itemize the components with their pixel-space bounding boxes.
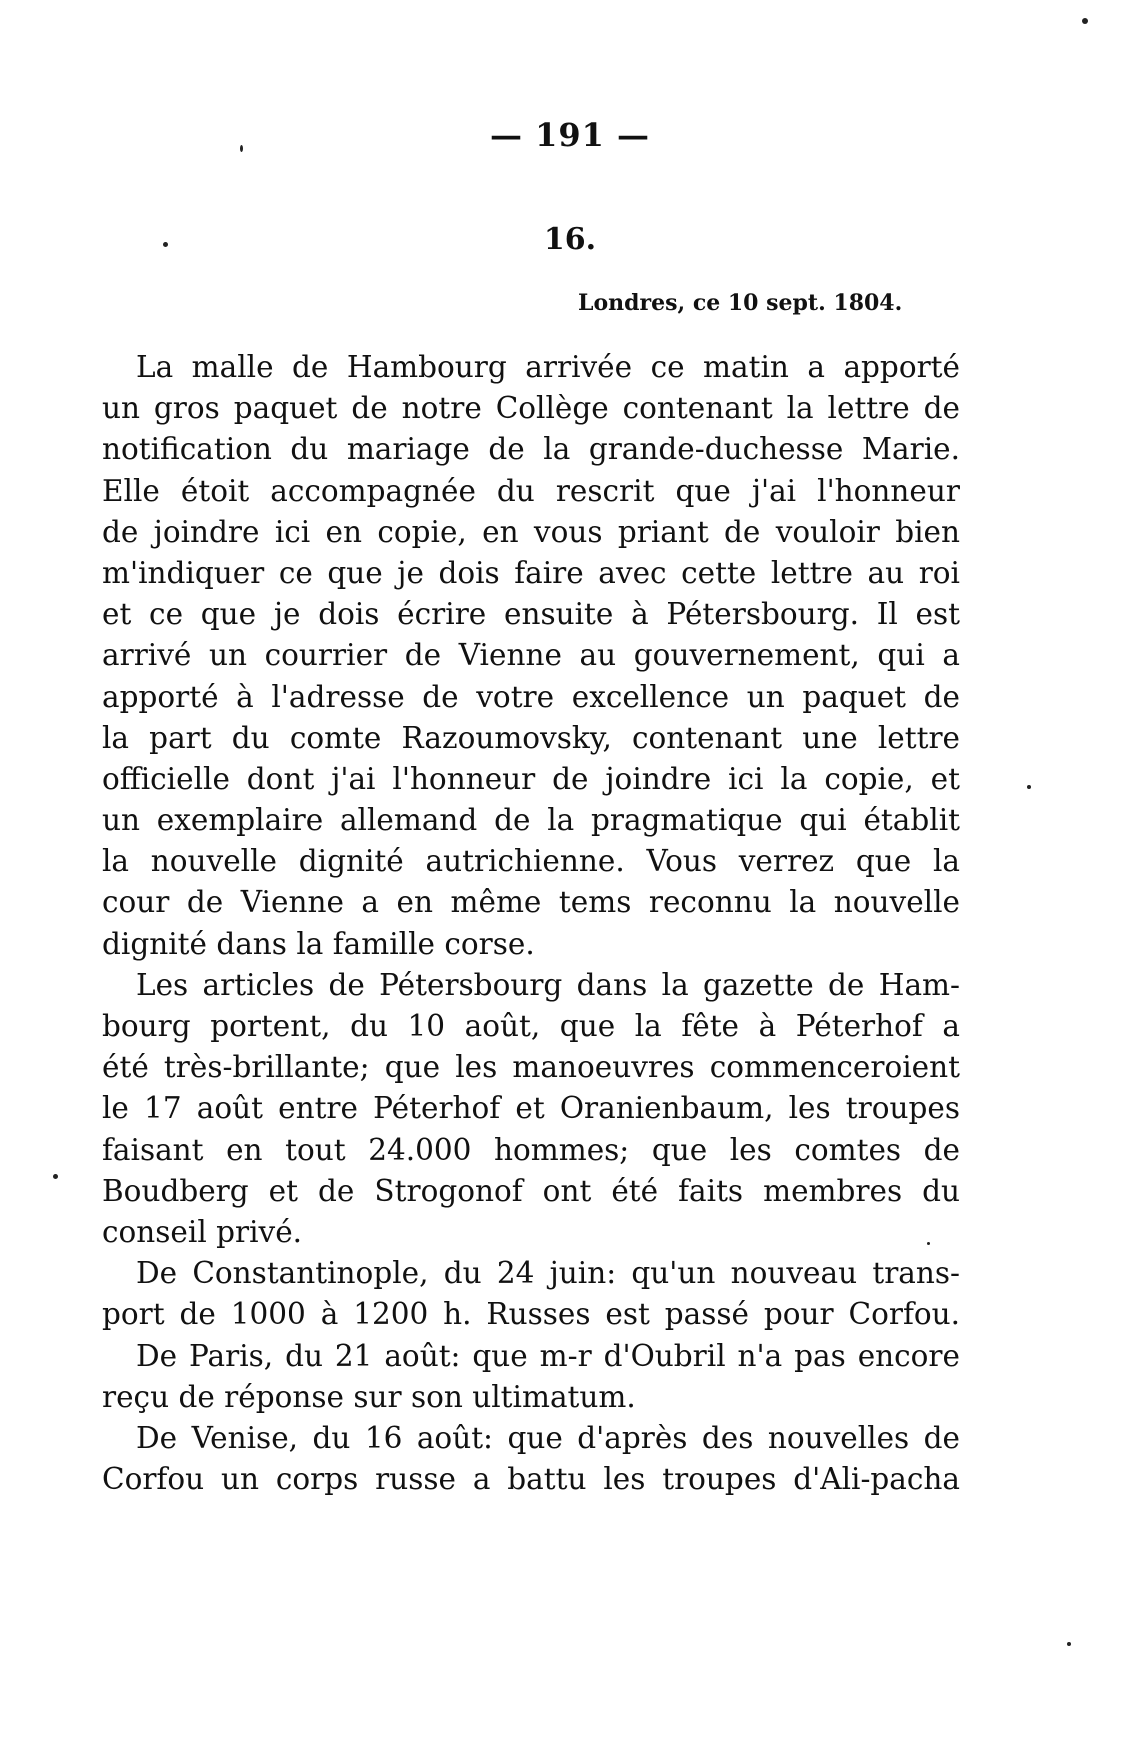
text-line: la nouvelle dignité autrichienne. Vous verrez que la (102, 844, 960, 879)
scan-speck (1027, 785, 1031, 789)
letter-number: 16. (543, 222, 597, 257)
text-line: le 17 août entre Péterhof et Oranienbaum, les troupes (102, 1091, 960, 1126)
dateline: Londres, ce 10 sept. 1804. (578, 290, 903, 316)
text-line: De Paris, du 21 août: que m-r d'Oubril n'a pas encore (136, 1338, 960, 1373)
scan-speck (927, 1242, 930, 1245)
text-line: m'indiquer ce que je dois faire avec cette lettre au roi (102, 555, 960, 590)
text-line: notification du mariage de la grande-duchesse Marie. (102, 432, 960, 467)
text-line: de joindre ici en copie, en vous priant de vouloir bien (102, 514, 960, 549)
text-line: Corfou un corps russe a battu les troupes d'Ali-pacha (102, 1462, 960, 1497)
text-line: reçu de réponse sur son ultimatum. (102, 1379, 636, 1414)
text-line: Boudberg et de Strogonof ont été faits membres du (102, 1173, 960, 1208)
text-line: cour de Vienne a en même tems reconnu la nouvelle (102, 885, 960, 920)
text-line: officielle dont j'ai l'honneur de joindre ici la copie, et (102, 761, 960, 796)
text-line: conseil privé. (102, 1214, 303, 1249)
text-line: dignité dans la famille corse. (102, 926, 535, 961)
scan-speck (1067, 1642, 1071, 1646)
text-line: un exemplaire allemand de la pragmatique qui établit (102, 803, 960, 838)
text-line: été très-brillante; que les manoeuvres commenceroient (102, 1050, 960, 1085)
text-line: faisant en tout 24.000 hommes; que les comtes de (102, 1132, 960, 1167)
text-line: bourg portent, du 10 août, que la fête à Péterhof a (102, 1009, 960, 1043)
text-line: port de 1000 à 1200 h. Russes est passé pour Corfou. (102, 1297, 960, 1332)
page-number: — 191 — (489, 116, 651, 154)
text-line: De Constantinople, du 24 juin: qu'un nouveau trans- (136, 1256, 960, 1291)
text-line: la part du comte Razoumovsky, contenant une lettre (102, 720, 960, 755)
text-line: arrivé un courrier de Vienne au gouvernement, qui a (102, 638, 960, 673)
scan-speck (1082, 18, 1088, 24)
text-line: La malle de Hambourg arrivée ce matin a apporté (136, 350, 960, 384)
text-line: apporté à l'adresse de votre excellence un paquet de (102, 679, 960, 714)
scan-speck (53, 1174, 58, 1179)
text-line: Les articles de Pétersbourg dans la gazette de Ham- (136, 967, 960, 1002)
text-line: De Venise, du 16 août: que d'après des nouvelles de (136, 1420, 960, 1455)
text-line: Elle étoit accompagnée du rescrit que j'ai l'honneur (102, 473, 960, 508)
scan-speck (240, 145, 243, 152)
letter-body (102, 347, 960, 1500)
text-line: et ce que je dois écrire ensuite à Pétersbourg. Il est (102, 597, 960, 632)
text-line: un gros paquet de notre Collège contenant la lettre de (102, 391, 960, 426)
scan-speck (163, 242, 168, 247)
